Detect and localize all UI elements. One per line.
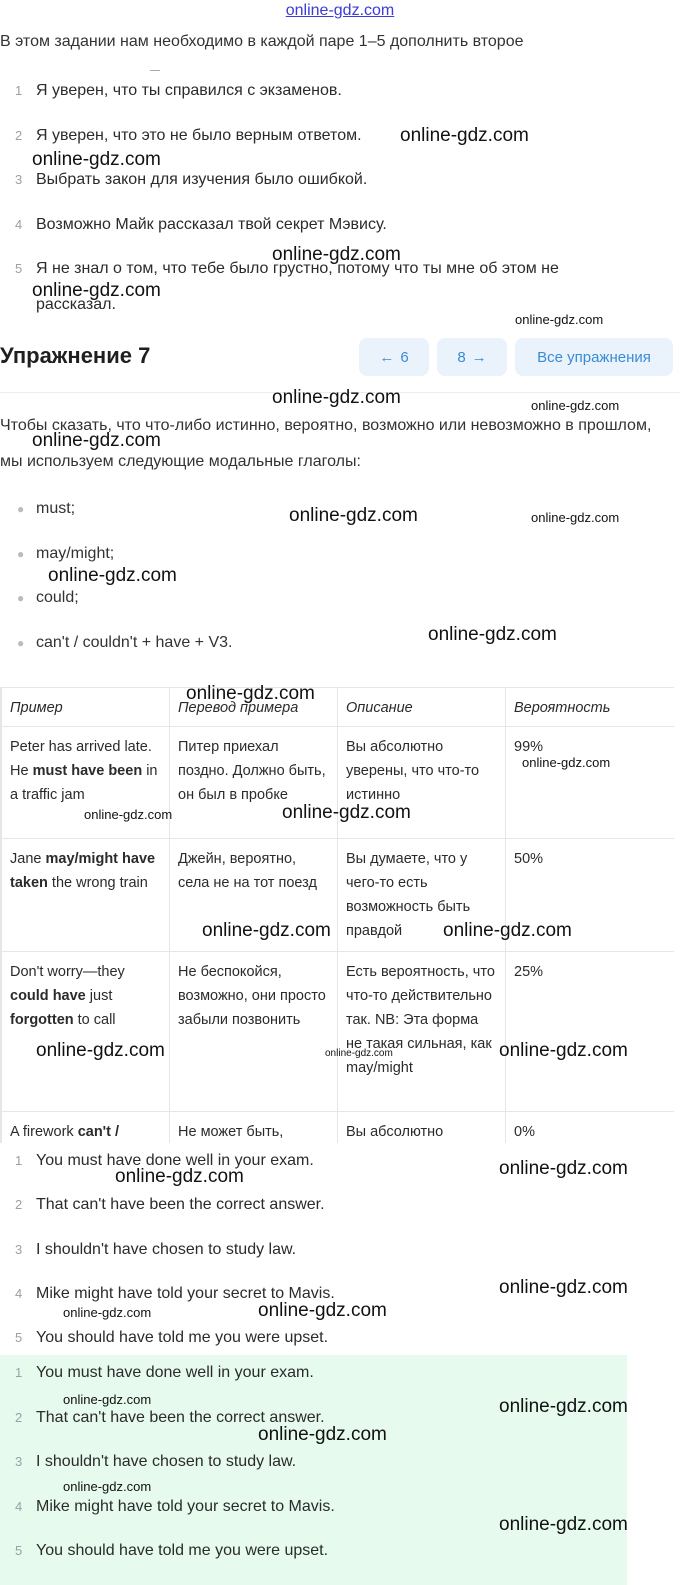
bullet-icon: ●: [17, 636, 25, 650]
watermark: online-gdz.com: [272, 244, 401, 265]
intro-text: В этом задании нам необходимо в каждой паре 1–5 дополнить второе: [0, 33, 524, 50]
watermark: online-gdz.com: [32, 149, 161, 170]
exercise-title: Упражнение 7: [0, 343, 151, 368]
item-number: 1: [15, 83, 23, 98]
watermark: online-gdz.com: [115, 1166, 244, 1187]
table-row: [2, 952, 675, 1112]
item-number: 4: [15, 1499, 23, 1514]
watermark: online-gdz.com: [63, 1392, 152, 1407]
arrow-left-icon: ←: [379, 348, 395, 366]
bullet-icon: ●: [17, 591, 25, 605]
watermark: online-gdz.com: [272, 387, 401, 408]
table-row: [2, 1112, 675, 1144]
cell-description: Вы абсолютно уверены, что что-то истинно: [338, 727, 506, 839]
cell-translation: Не беспокойся, возможно, они просто забыли позвонить: [170, 952, 338, 1112]
item-number: 5: [15, 1330, 23, 1345]
cell-translation: Джейн, вероятно, села не на тот поезд: [170, 839, 338, 952]
bullet-text: must;: [36, 500, 76, 517]
item-text: That can't have been the correct answer.: [36, 1409, 325, 1426]
table-row: [2, 727, 675, 839]
watermark: online-gdz.com: [186, 683, 315, 704]
all-exercises-button[interactable]: [515, 338, 673, 376]
watermark: online-gdz.com: [63, 1479, 152, 1494]
cell-example: Jane may/might have taken the wrong train: [2, 839, 170, 952]
cell-probability: 25%: [506, 952, 675, 1112]
cell-example: A firework can't /: [2, 1112, 170, 1144]
table-row: [2, 839, 675, 952]
item-text: Mike might have told your secret to Mavis.: [36, 1285, 335, 1302]
divider: [0, 392, 680, 393]
item-text: Я не знал о том, что тебе было грустно, потому что ты мне об этом не рассказал.: [36, 260, 559, 313]
table-header-row: [2, 688, 675, 727]
bullet-text: could;: [36, 589, 79, 606]
item-number: 5: [15, 261, 23, 276]
watermark: online-gdz.com: [325, 1048, 393, 1059]
next-exercise-button[interactable]: [437, 338, 507, 376]
bullet-icon: ●: [17, 502, 25, 516]
watermark: online-gdz.com: [36, 1040, 165, 1061]
watermark: online-gdz.com: [84, 807, 173, 822]
cell-probability: 99%: [506, 727, 675, 839]
item-number: 4: [15, 1286, 23, 1301]
cell-description: Есть вероятность, что что-то действительно так. NB: Эта форма не такая сильная, как may/might: [338, 952, 506, 1112]
bullet-icon: ●: [17, 547, 25, 561]
item-text: You should have told me you were upset.: [36, 1329, 329, 1346]
watermark: online-gdz.com: [202, 920, 331, 941]
item-text: I shouldn't have chosen to study law.: [36, 1453, 297, 1470]
item-text: You must have done well in your exam.: [36, 1152, 314, 1169]
watermark: online-gdz.com: [515, 312, 604, 327]
cut-mark: [150, 66, 160, 71]
item-text: You must have done well in your exam.: [36, 1364, 314, 1381]
watermark: online-gdz.com: [289, 505, 418, 526]
item-text: That can't have been the correct answer.: [36, 1196, 325, 1213]
item-text: Mike might have told your secret to Mavis.: [36, 1498, 335, 1515]
arrow-right-icon: →: [471, 348, 487, 366]
item-number: 1: [15, 1365, 23, 1380]
cell-description: Вы абсолютно: [338, 1112, 506, 1144]
watermark: online-gdz.com: [499, 1277, 628, 1298]
cell-probability: 50%: [506, 839, 675, 952]
item-text: You should have told me you were upset.: [36, 1542, 329, 1559]
watermark: online-gdz.com: [32, 430, 161, 451]
watermark: online-gdz.com: [499, 1158, 628, 1179]
item-number: 2: [15, 1410, 23, 1425]
cell-example: Don't worry—they could have just forgotten to call: [2, 952, 170, 1112]
watermark: online-gdz.com: [428, 624, 557, 645]
cell-translation: Не может быть,: [170, 1112, 338, 1144]
item-number: 4: [15, 217, 23, 232]
item-text: Я уверен, что ты справился с экзаменов.: [36, 82, 342, 99]
item-text: Я уверен, что это не было верным ответом.: [36, 127, 362, 144]
watermark: online-gdz.com: [32, 280, 161, 301]
cell-example: Peter has arrived late. He must have been in a traffic jam: [2, 727, 170, 839]
item-text: Возможно Майк рассказал твой секрет Мэвису.: [36, 216, 387, 233]
item-text: I shouldn't have chosen to study law.: [36, 1241, 297, 1258]
all-exercises-label: Все упражнения: [537, 348, 651, 366]
watermark: online-gdz.com: [531, 510, 620, 525]
site-link[interactable]: online-gdz.com: [285, 2, 395, 19]
watermark: online-gdz.com: [499, 1396, 628, 1417]
item-number: 5: [15, 1543, 23, 1558]
explanation-text: Чтобы сказать, что что-либо истинно, вероятно, возможно или невозможно в прошлом, мы используем следующие модальные глаголы:: [0, 417, 652, 470]
watermark: online-gdz.com: [522, 755, 611, 770]
item-number: 3: [15, 1454, 23, 1469]
header-probability: Вероятность: [506, 688, 675, 727]
next-exercise-label: 8: [457, 348, 466, 366]
watermark: online-gdz.com: [499, 1514, 628, 1535]
watermark: online-gdz.com: [258, 1300, 387, 1321]
item-number: 2: [15, 1197, 23, 1212]
watermark: online-gdz.com: [443, 920, 572, 941]
item-number: 2: [15, 128, 23, 143]
cell-probability: 0%: [506, 1112, 675, 1144]
cell-description: Вы думаете, что у чего-то есть возможность быть правдой: [338, 839, 506, 952]
item-number: 1: [15, 1153, 23, 1168]
watermark: online-gdz.com: [400, 125, 529, 146]
item-text: Выбрать закон для изучения было ошибкой.: [36, 171, 368, 188]
watermark: online-gdz.com: [258, 1424, 387, 1445]
watermark: online-gdz.com: [282, 802, 411, 823]
item-number: 3: [15, 172, 23, 187]
watermark: online-gdz.com: [531, 398, 620, 413]
header-example: Пример: [2, 688, 170, 727]
header-translation: Перевод примера: [170, 688, 338, 727]
watermark: online-gdz.com: [48, 565, 177, 586]
cell-translation: Питер приехал поздно. Должно быть, он был в пробке: [170, 727, 338, 839]
watermark: online-gdz.com: [499, 1040, 628, 1061]
prev-exercise-button[interactable]: [359, 338, 429, 376]
item-number: 3: [15, 1242, 23, 1257]
bullet-text: may/might;: [36, 545, 115, 562]
prev-exercise-label: 6: [400, 348, 409, 366]
modal-table: [0, 687, 674, 1143]
header-description: Описание: [338, 688, 506, 727]
bullet-text: can't / couldn't + have + V3.: [36, 634, 233, 651]
watermark: online-gdz.com: [63, 1305, 152, 1320]
